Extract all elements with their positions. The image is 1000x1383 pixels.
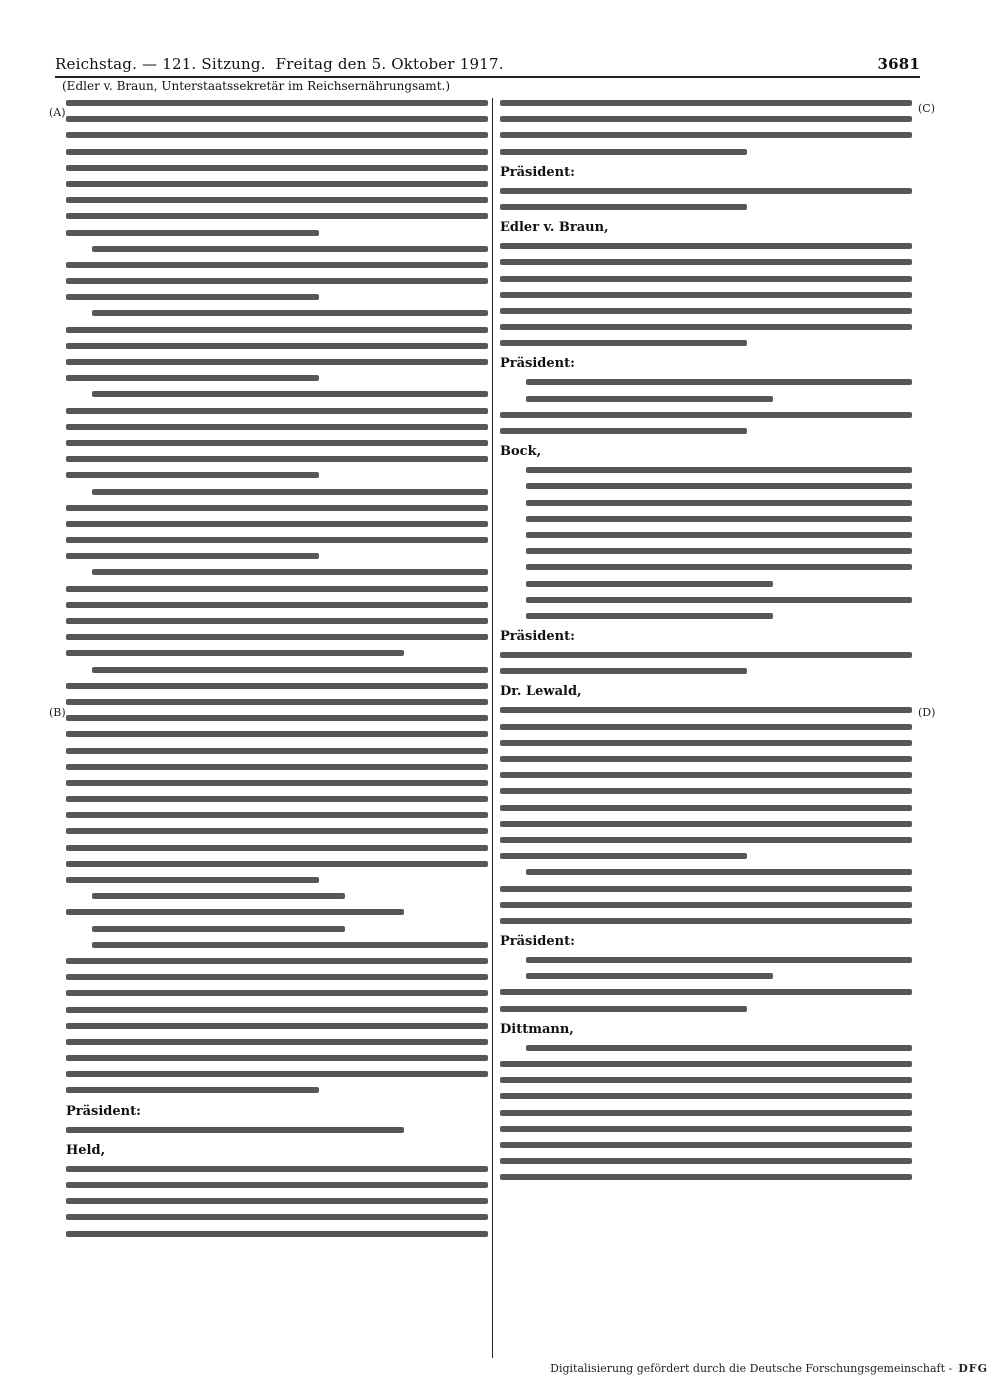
right-paragraph-4 <box>500 379 912 434</box>
left-paragraph-10 <box>66 1166 488 1237</box>
header-rule <box>55 76 920 78</box>
right-paragraph-6 <box>500 652 912 674</box>
left-paragraph-3 <box>66 310 488 381</box>
speaker-subheader: (Edler v. Braun, Unterstaatssekretär im Reichsernährungsamt.) <box>62 79 451 93</box>
right-column <box>500 100 912 1191</box>
left-speaker-1: Präsident: <box>66 1103 141 1119</box>
right-speaker-3: Präsident: <box>500 356 575 372</box>
right-speaker-5: Präsident: <box>500 629 575 645</box>
left-paragraph-9 <box>66 1127 488 1133</box>
margin-marker-b: (B) <box>49 706 66 719</box>
dfg-logo: DFG <box>958 1362 988 1375</box>
right-speaker-4: Bock, <box>500 444 542 460</box>
left-interjections <box>66 893 488 931</box>
right-speaker-6: Dr. Lewald, <box>500 684 582 700</box>
right-paragraph-3 <box>500 243 912 346</box>
header-center-text: Freitag den 5. Oktober 1917. <box>275 55 504 73</box>
left-column <box>66 100 488 1247</box>
left-paragraph-6 <box>66 569 488 656</box>
margin-marker-c: (C) <box>918 102 935 115</box>
right-paragraph-5 <box>500 467 912 619</box>
left-paragraph-8 <box>66 942 488 1094</box>
right-speaker-2: Edler v. Braun, <box>500 220 609 236</box>
margin-marker-a: (A) <box>49 106 66 119</box>
right-paragraph-2 <box>500 188 912 210</box>
column-divider <box>492 98 493 1358</box>
page-number: 3681 <box>877 55 920 73</box>
footer-text: Digitalisierung gefördert durch die Deutsche Forschungsgemeinschaft - <box>550 1362 953 1375</box>
right-paragraph-7 <box>500 707 912 859</box>
margin-marker-d: (D) <box>918 706 936 719</box>
right-speaker-8: Dittmann, <box>500 1021 574 1037</box>
header-left-text: Reichstag. — 121. Sitzung. <box>55 55 266 73</box>
page-header <box>55 52 920 76</box>
left-paragraph-1 <box>66 100 488 236</box>
left-paragraph-5 <box>66 489 488 560</box>
left-speaker-2: Held, <box>66 1142 106 1158</box>
right-paragraph-9 <box>500 957 912 1012</box>
right-paragraph-8 <box>500 869 912 924</box>
left-paragraph-4 <box>66 391 488 478</box>
right-paragraph-1 <box>500 100 912 155</box>
right-speaker-1: Präsident: <box>500 164 575 180</box>
left-paragraph-7 <box>66 667 488 883</box>
left-paragraph-2 <box>66 246 488 301</box>
page-footer <box>550 1362 988 1375</box>
right-paragraph-10 <box>500 1045 912 1181</box>
right-speaker-7: Präsident: <box>500 934 575 950</box>
header-left <box>55 55 504 73</box>
